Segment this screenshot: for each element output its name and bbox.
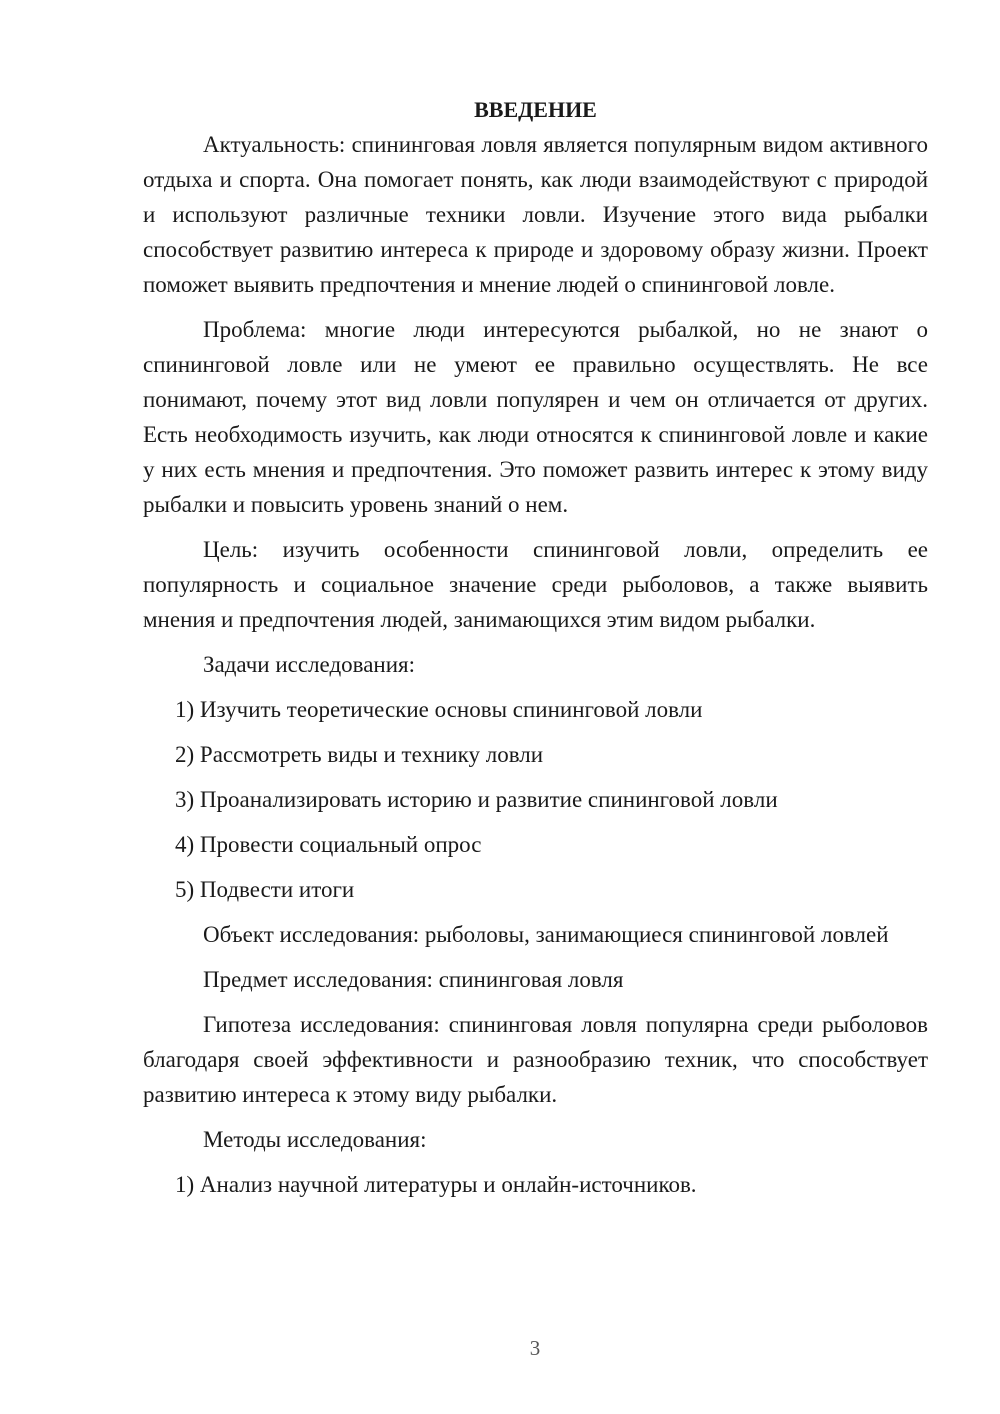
problem-paragraph: Проблема: многие люди интересуются рыбалкой, но не знают о спининговой ловле или не умеют ее правильно осуществлять. Не все понимают, почему этот вид ловли популярен и чем он отличается от других. Есть необходимость изучить, как люди относятся к спининговой ловле и какие у них есть мнения и предпочтения. Это поможет развить интерес к этому виду рыбалки и повысить уровень знаний о нем. — [143, 317, 928, 517]
task-item-4: 4) Провести социальный опрос — [175, 832, 482, 857]
methods-heading: Методы исследования: — [203, 1127, 427, 1152]
relevance-paragraph: Актуальность: спининговая ловля является популярным видом активного отдыха и спорта. Она помогает понять, как люди взаимодействуют с природой и используют различные техники ловли. Изучение этого вида рыбалки способствует развитию интереса к природе и здоровому образу жизни. Проект поможет выявить предпочтения и мнение людей о спининговой ловле. — [143, 132, 928, 297]
hypothesis-paragraph: Гипотеза исследования: спининговая ловля популярна среди рыболовов благодаря своей эффективности и разнообразию техник, что способствует развитию интереса к этому виду рыбалки. — [143, 1012, 928, 1107]
method-item-1: 1) Анализ научной литературы и онлайн-источников. — [175, 1172, 697, 1197]
object-paragraph: Объект исследования: рыболовы, занимающиеся спининговой ловлей — [203, 922, 889, 947]
task-item-2: 2) Рассмотреть виды и технику ловли — [175, 742, 544, 767]
task-item-3: 3) Проанализировать историю и развитие спининговой ловли — [175, 787, 778, 812]
subject-paragraph: Предмет исследования: спининговая ловля — [203, 967, 624, 992]
tasks-heading: Задачи исследования: — [203, 652, 416, 677]
task-item-5: 5) Подвести итоги — [175, 877, 355, 902]
goal-paragraph: Цель: изучить особенности спининговой ловли, определить ее популярность и социальное значение среди рыболовов, а также выявить мнения и предпочтения людей, занимающихся этим видом рыбалки. — [143, 537, 928, 632]
task-item-1: 1) Изучить теоретические основы спининговой ловли — [175, 697, 703, 722]
page-content — [143, 92, 928, 1212]
page-number: 3 — [529, 1336, 541, 1360]
section-title: ВВЕДЕНИЕ — [474, 97, 597, 122]
